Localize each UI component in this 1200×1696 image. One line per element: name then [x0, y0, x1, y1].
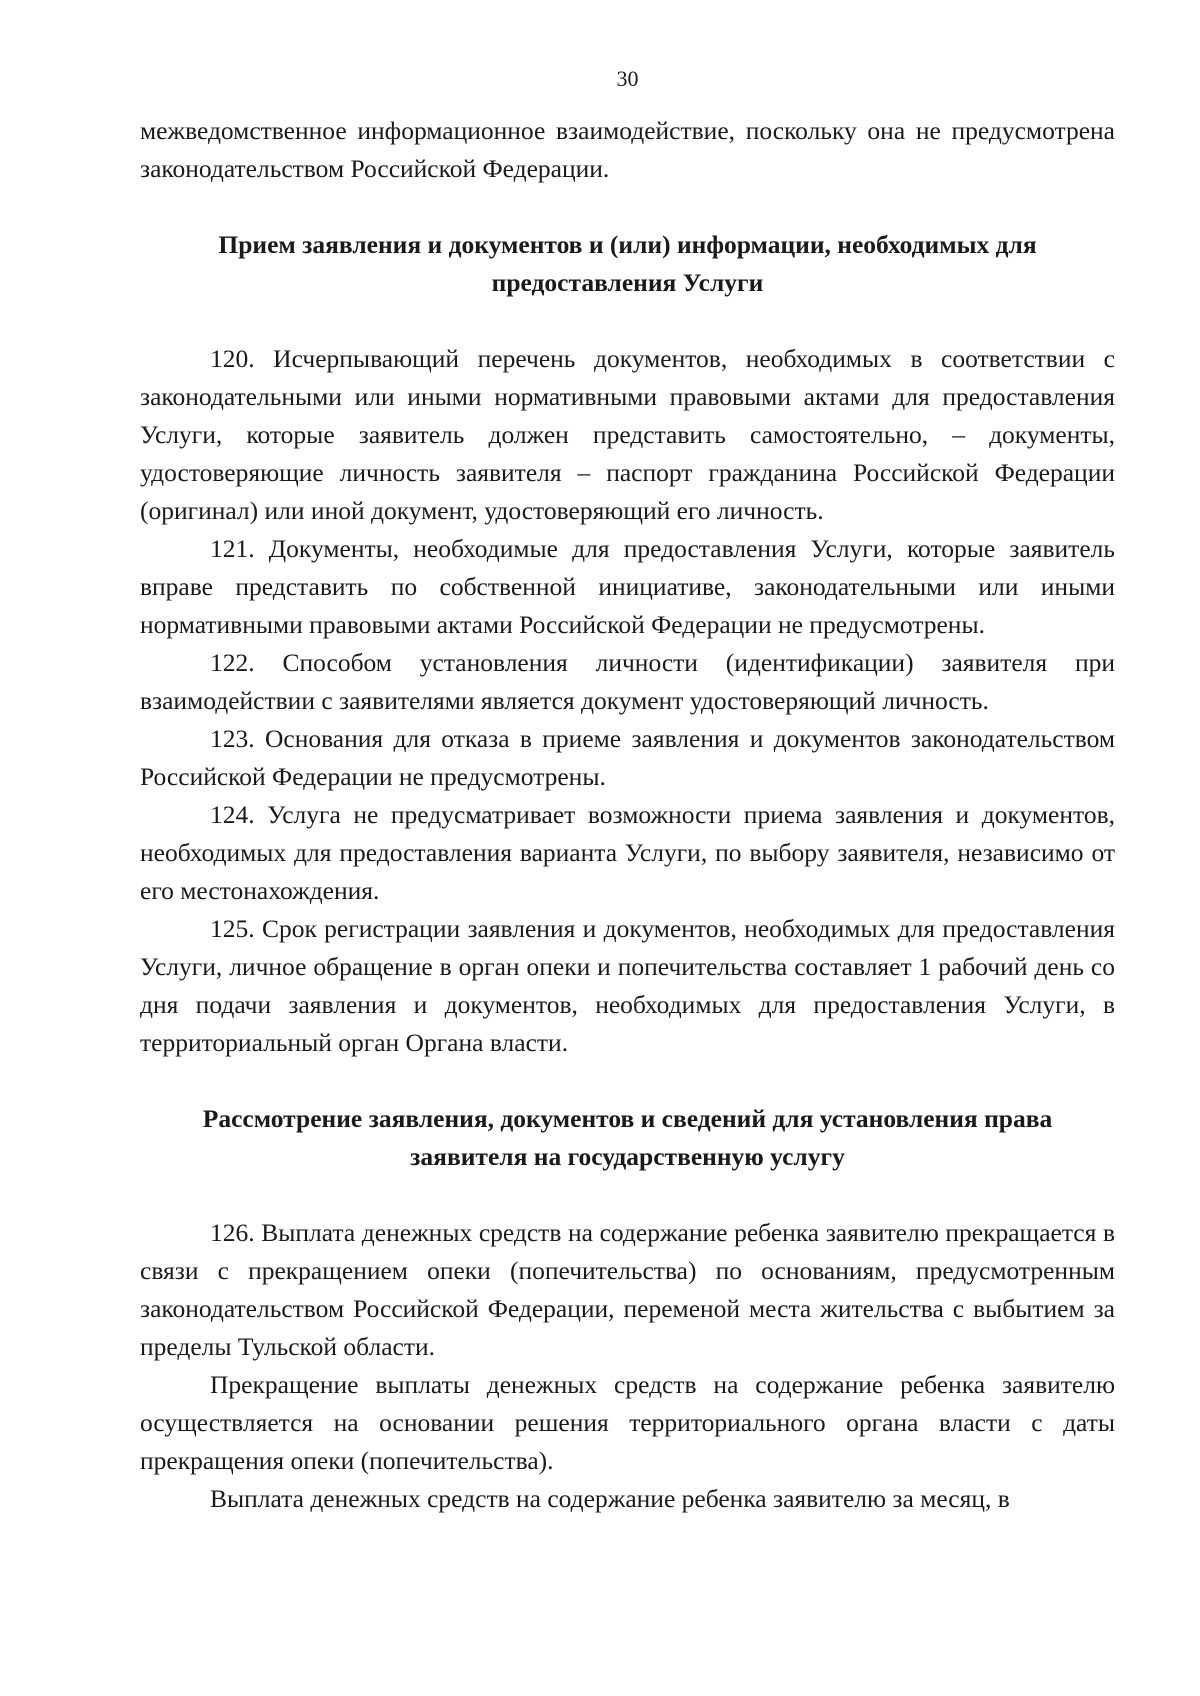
document-page: [140, 64, 1115, 1518]
intro-paragraph: межведомственное информационное взаимодействие, поскольку она не предусмотрена законодательством Российской Федерации.: [140, 116, 1115, 183]
paragraph-payment-month: Выплата денежных средств на содержание ребенка заявителю за месяц, в: [210, 1484, 1010, 1513]
page-number: 30: [616, 66, 639, 91]
paragraph-122: 122. Способом установления личности (идентификации) заявителя при взаимодействии с заявителями является документ удостоверяющий личность.: [140, 648, 1115, 715]
paragraph-121: 121. Документы, необходимые для предоставления Услуги, которые заявитель вправе представить по собственной инициативе, законодательными или иными нормативными правовыми актами Российской Федерации не предусмотрены.: [140, 534, 1115, 639]
paragraph-125: 125. Срок регистрации заявления и документов, необходимых для предоставления Услуги, личное обращение в орган опеки и попечительства составляет 1 рабочий день со дня подачи заявления и документов, необходимых для предоставления Услуги, в территориальный орган Органа власти.: [140, 914, 1115, 1057]
paragraph-123: 123. Основания для отказа в приеме заявления и документов законодательством Российской Федерации не предусмотрены.: [140, 724, 1115, 791]
spacer: [140, 1176, 1115, 1214]
paragraph-126: 126. Выплата денежных средств на содержание ребенка заявителю прекращается в связи с прекращением опеки (попечительства) по основаниям, предусмотренным законодательством Российской Федерации, переменой места жительства с выбытием за пределы Тульской области.: [140, 1218, 1115, 1361]
paragraph-termination: Прекращение выплаты денежных средств на содержание ребенка заявителю осуществляется на основании решения территориального органа власти с даты прекращения опеки (попечительства).: [140, 1370, 1115, 1475]
spacer: [140, 302, 1115, 340]
spacer: [140, 188, 1115, 226]
paragraph-124: 124. Услуга не предусматривает возможности приема заявления и документов, необходимых для предоставления варианта Услуги, по выбору заявителя, независимо от его местонахождения.: [140, 800, 1115, 905]
section-heading-reception: Прием заявления и документов и (или) информации, необходимых для предоставления Услуги: [218, 230, 1037, 297]
spacer: [140, 1062, 1115, 1100]
section-heading-review: Рассмотрение заявления, документов и сведений для установления права заявителя на государственную услугу: [202, 1104, 1053, 1171]
paragraph-120: 120. Исчерпывающий перечень документов, необходимых в соответствии с законодательными или иными нормативными правовыми актами для предоставления Услуги, которые заявитель должен представить самостоятельно, – документы, удостоверяющие личность заявителя – паспорт гражданина Российской Федерации (оригинал) или иной документ, удостоверяющий его личность.: [140, 344, 1115, 525]
